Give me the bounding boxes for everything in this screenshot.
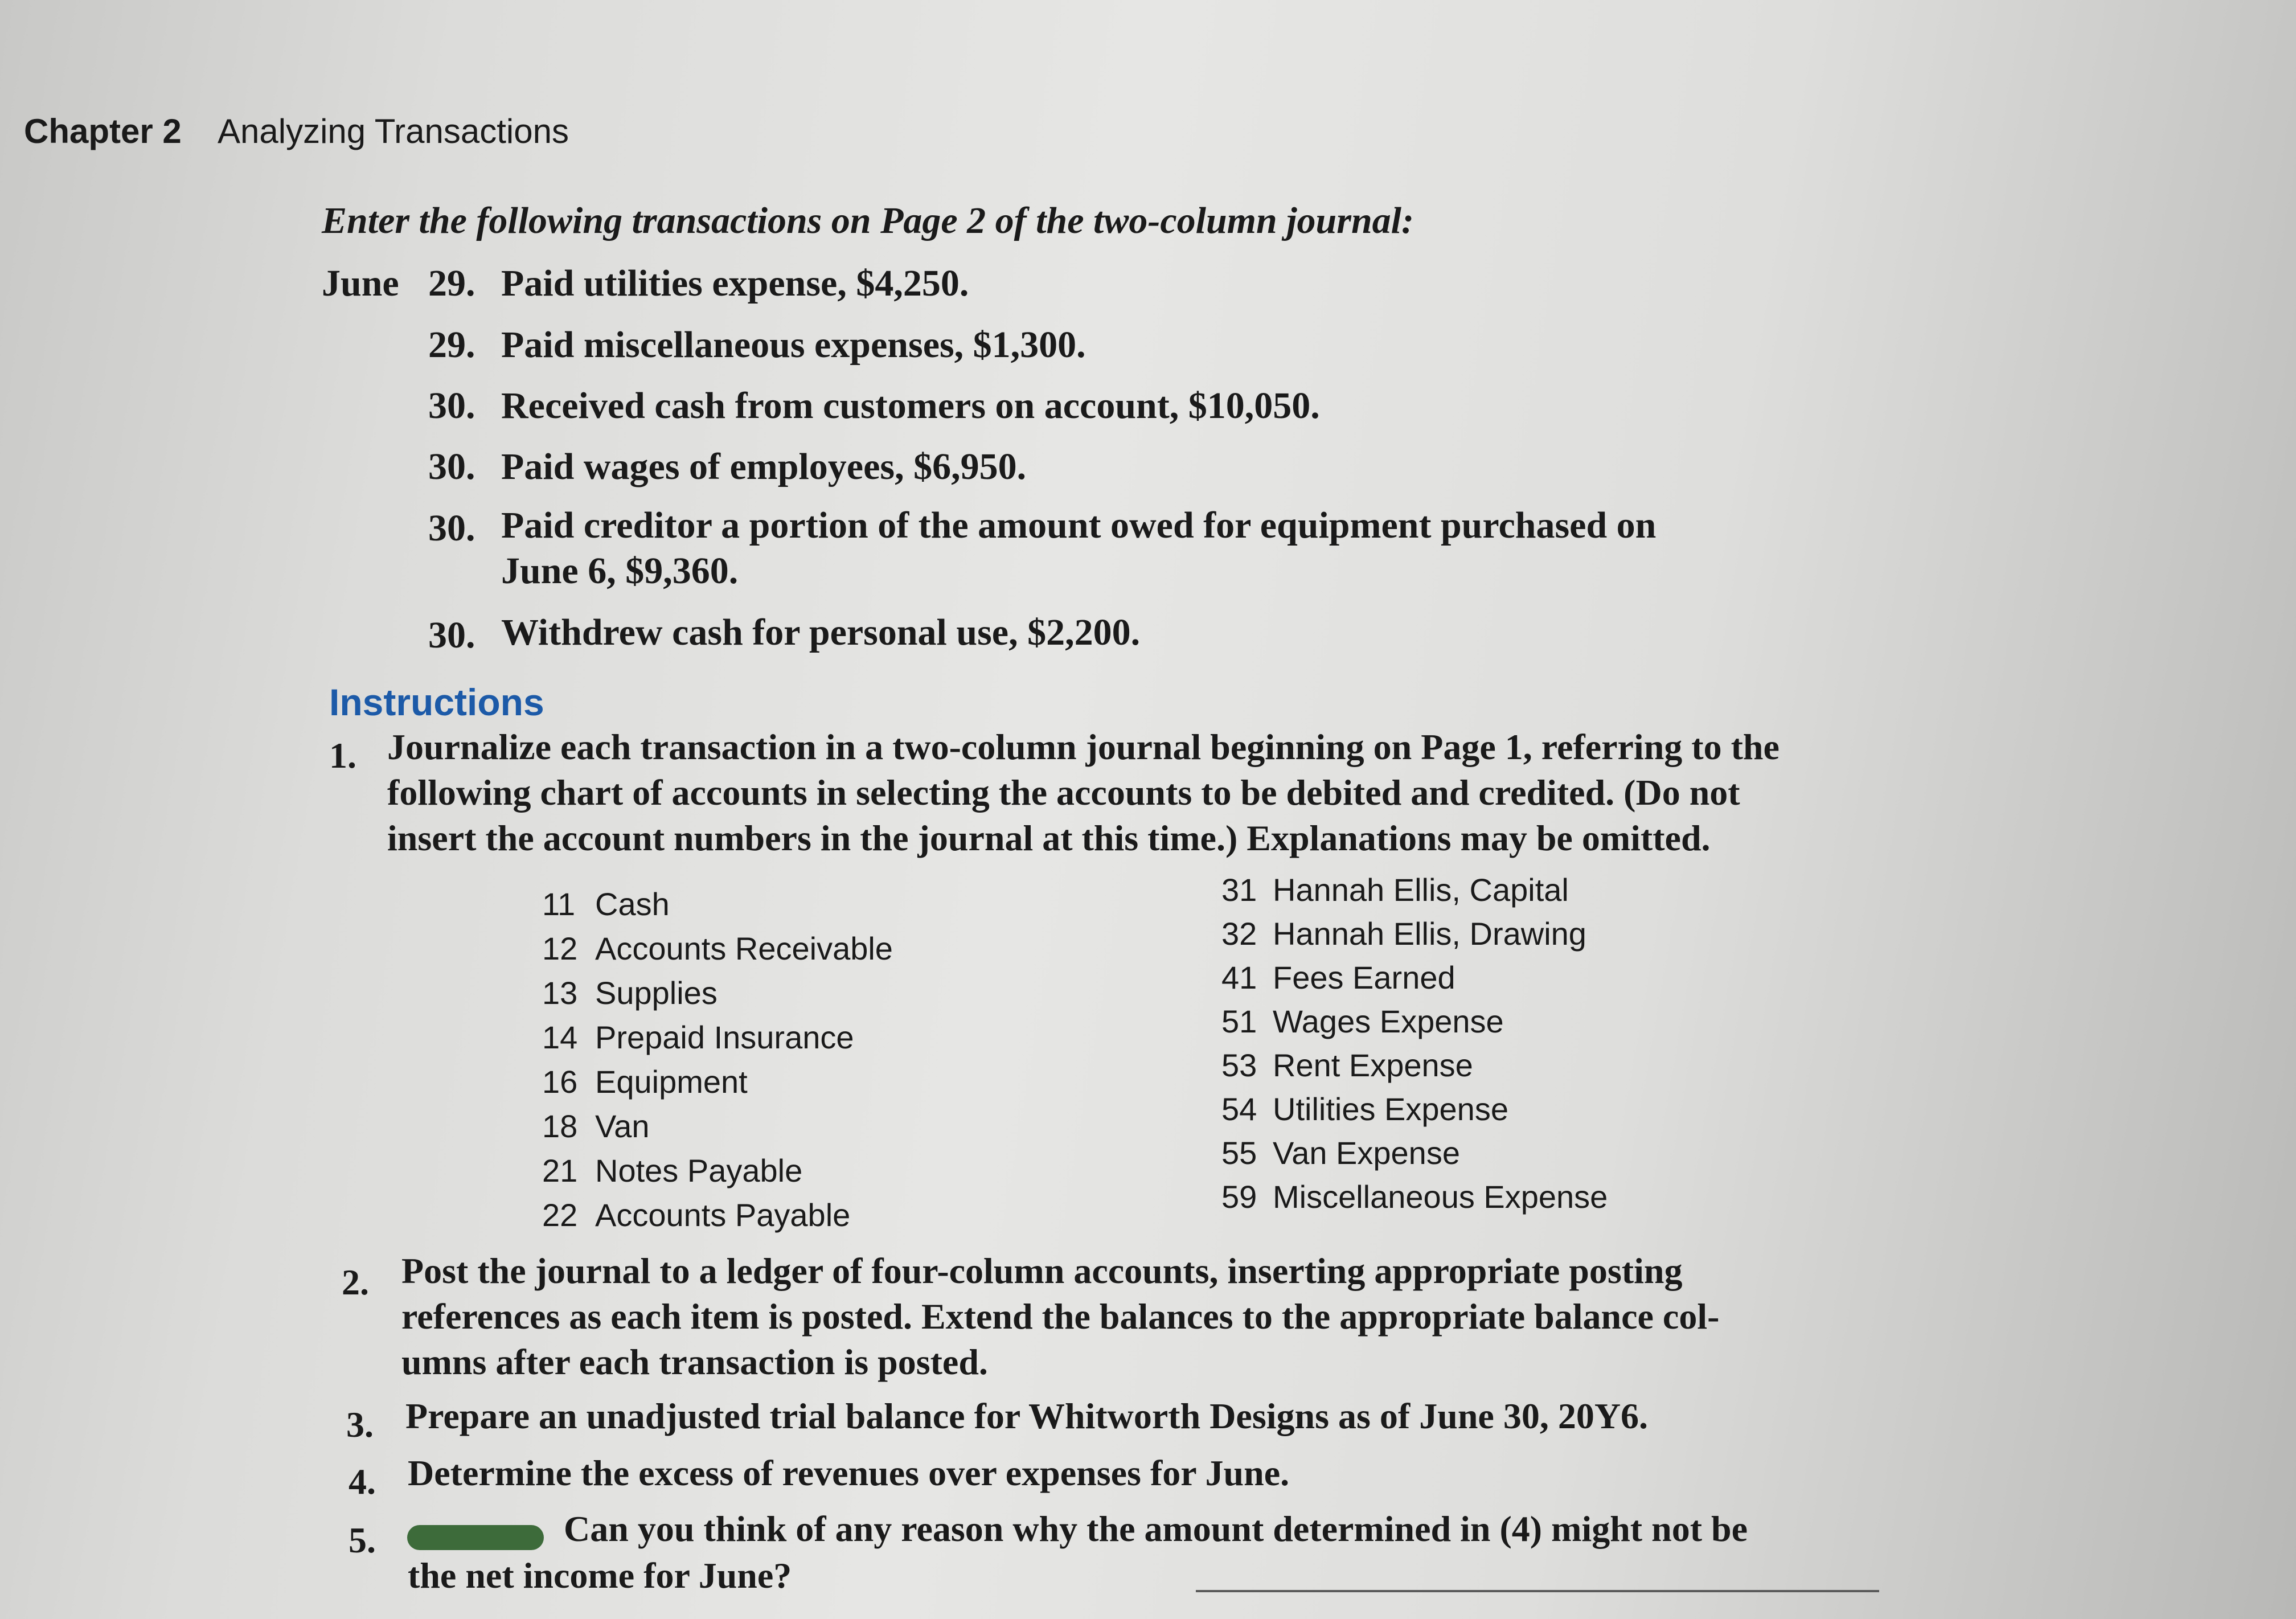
chapter-label: Chapter 2 bbox=[24, 112, 182, 150]
account-number: 55 bbox=[1221, 1135, 1257, 1171]
account-number: 51 bbox=[1221, 1003, 1257, 1039]
account-name: Miscellaneous Expense bbox=[1273, 1179, 1608, 1215]
account-number: 22 bbox=[542, 1197, 578, 1233]
step-text: the net income for June? bbox=[408, 1555, 792, 1596]
account-name: Fees Earned bbox=[1273, 960, 1456, 995]
transaction-text: Paid miscellaneous expenses, $1,300. bbox=[501, 324, 1086, 366]
account-name: Van Expense bbox=[1273, 1135, 1460, 1171]
account-number: 12 bbox=[542, 931, 578, 966]
account-number: 18 bbox=[542, 1108, 578, 1144]
transaction-text: June 6, $9,360. bbox=[501, 550, 739, 592]
step-text: references as each item is posted. Extend the balances to the appropriate balance col- bbox=[401, 1296, 1720, 1337]
account-number: 54 bbox=[1221, 1091, 1257, 1127]
account-number: 13 bbox=[542, 975, 578, 1011]
step-text: Can you think of any reason why the amount determined in (4) might not be bbox=[564, 1509, 1748, 1549]
account-number: 59 bbox=[1221, 1179, 1257, 1215]
account-name: Utilities Expense bbox=[1273, 1091, 1508, 1127]
divider-line bbox=[1196, 1590, 1879, 1592]
account-name: Wages Expense bbox=[1273, 1003, 1504, 1039]
account-number: 16 bbox=[542, 1064, 578, 1100]
account-name: Prepaid Insurance bbox=[595, 1019, 854, 1055]
account-name: Hannah Ellis, Capital bbox=[1273, 872, 1569, 908]
account-name: Accounts Receivable bbox=[595, 931, 893, 966]
step-number: 4. bbox=[348, 1461, 376, 1502]
step-text: umns after each transaction is posted. bbox=[401, 1342, 988, 1382]
account-name: Cash bbox=[595, 886, 670, 922]
step-number: 3. bbox=[346, 1404, 374, 1445]
account-number: 14 bbox=[542, 1019, 578, 1055]
step-number: 1. bbox=[329, 735, 356, 776]
account-number: 41 bbox=[1221, 960, 1257, 995]
instructions-heading: Instructions bbox=[329, 681, 544, 723]
transaction-text: Received cash from customers on account, $10,050. bbox=[501, 385, 1320, 427]
transaction-day: 30. bbox=[428, 446, 475, 487]
account-name: Notes Payable bbox=[595, 1153, 803, 1188]
account-name: Van bbox=[595, 1108, 650, 1144]
green-highlight-marker bbox=[407, 1525, 544, 1550]
transaction-day: 29. bbox=[428, 263, 475, 304]
account-name: Supplies bbox=[595, 975, 718, 1011]
step-text: Post the journal to a ledger of four-column accounts, inserting appropriate posting bbox=[401, 1251, 1683, 1291]
account-name: Equipment bbox=[595, 1064, 748, 1100]
transaction-text: Paid creditor a portion of the amount owed for equipment purchased on bbox=[501, 505, 1657, 546]
account-number: 31 bbox=[1221, 872, 1257, 908]
account-name: Hannah Ellis, Drawing bbox=[1273, 916, 1586, 952]
account-number: 11 bbox=[542, 886, 576, 922]
transaction-text: Paid wages of employees, $6,950. bbox=[501, 446, 1027, 487]
step-text: following chart of accounts in selecting the accounts to be debited and credited. (Do not bbox=[387, 772, 1740, 813]
step-text: Prepare an unadjusted trial balance for Whitworth Designs as of June 30, 20Y6. bbox=[405, 1396, 1649, 1436]
intro-text: Enter the following transactions on Page 2 of the two-column journal: bbox=[322, 200, 1414, 241]
transaction-day: 29. bbox=[428, 324, 475, 366]
transaction-day: 30. bbox=[428, 507, 475, 549]
step-number: 2. bbox=[342, 1262, 369, 1302]
account-number: 32 bbox=[1221, 916, 1257, 952]
transaction-text: Withdrew cash for personal use, $2,200. bbox=[501, 612, 1141, 653]
account-number: 21 bbox=[542, 1153, 578, 1188]
transaction-day: 30. bbox=[428, 385, 475, 427]
transaction-month: June bbox=[322, 263, 399, 304]
account-name: Accounts Payable bbox=[595, 1197, 851, 1233]
account-number: 53 bbox=[1221, 1047, 1257, 1083]
account-name: Rent Expense bbox=[1273, 1047, 1473, 1083]
step-number: 5. bbox=[348, 1520, 376, 1560]
transaction-text: Paid utilities expense, $4,250. bbox=[501, 263, 969, 304]
step-text: Journalize each transaction in a two-column journal beginning on Page 1, referring to the bbox=[387, 727, 1780, 767]
step-text: Determine the excess of revenues over expenses for June. bbox=[408, 1453, 1290, 1493]
transaction-day: 30. bbox=[428, 614, 475, 656]
chapter-title: Analyzing Transactions bbox=[218, 112, 569, 150]
step-text: insert the account numbers in the journal at this time.) Explanations may be omitted. bbox=[387, 818, 1711, 858]
